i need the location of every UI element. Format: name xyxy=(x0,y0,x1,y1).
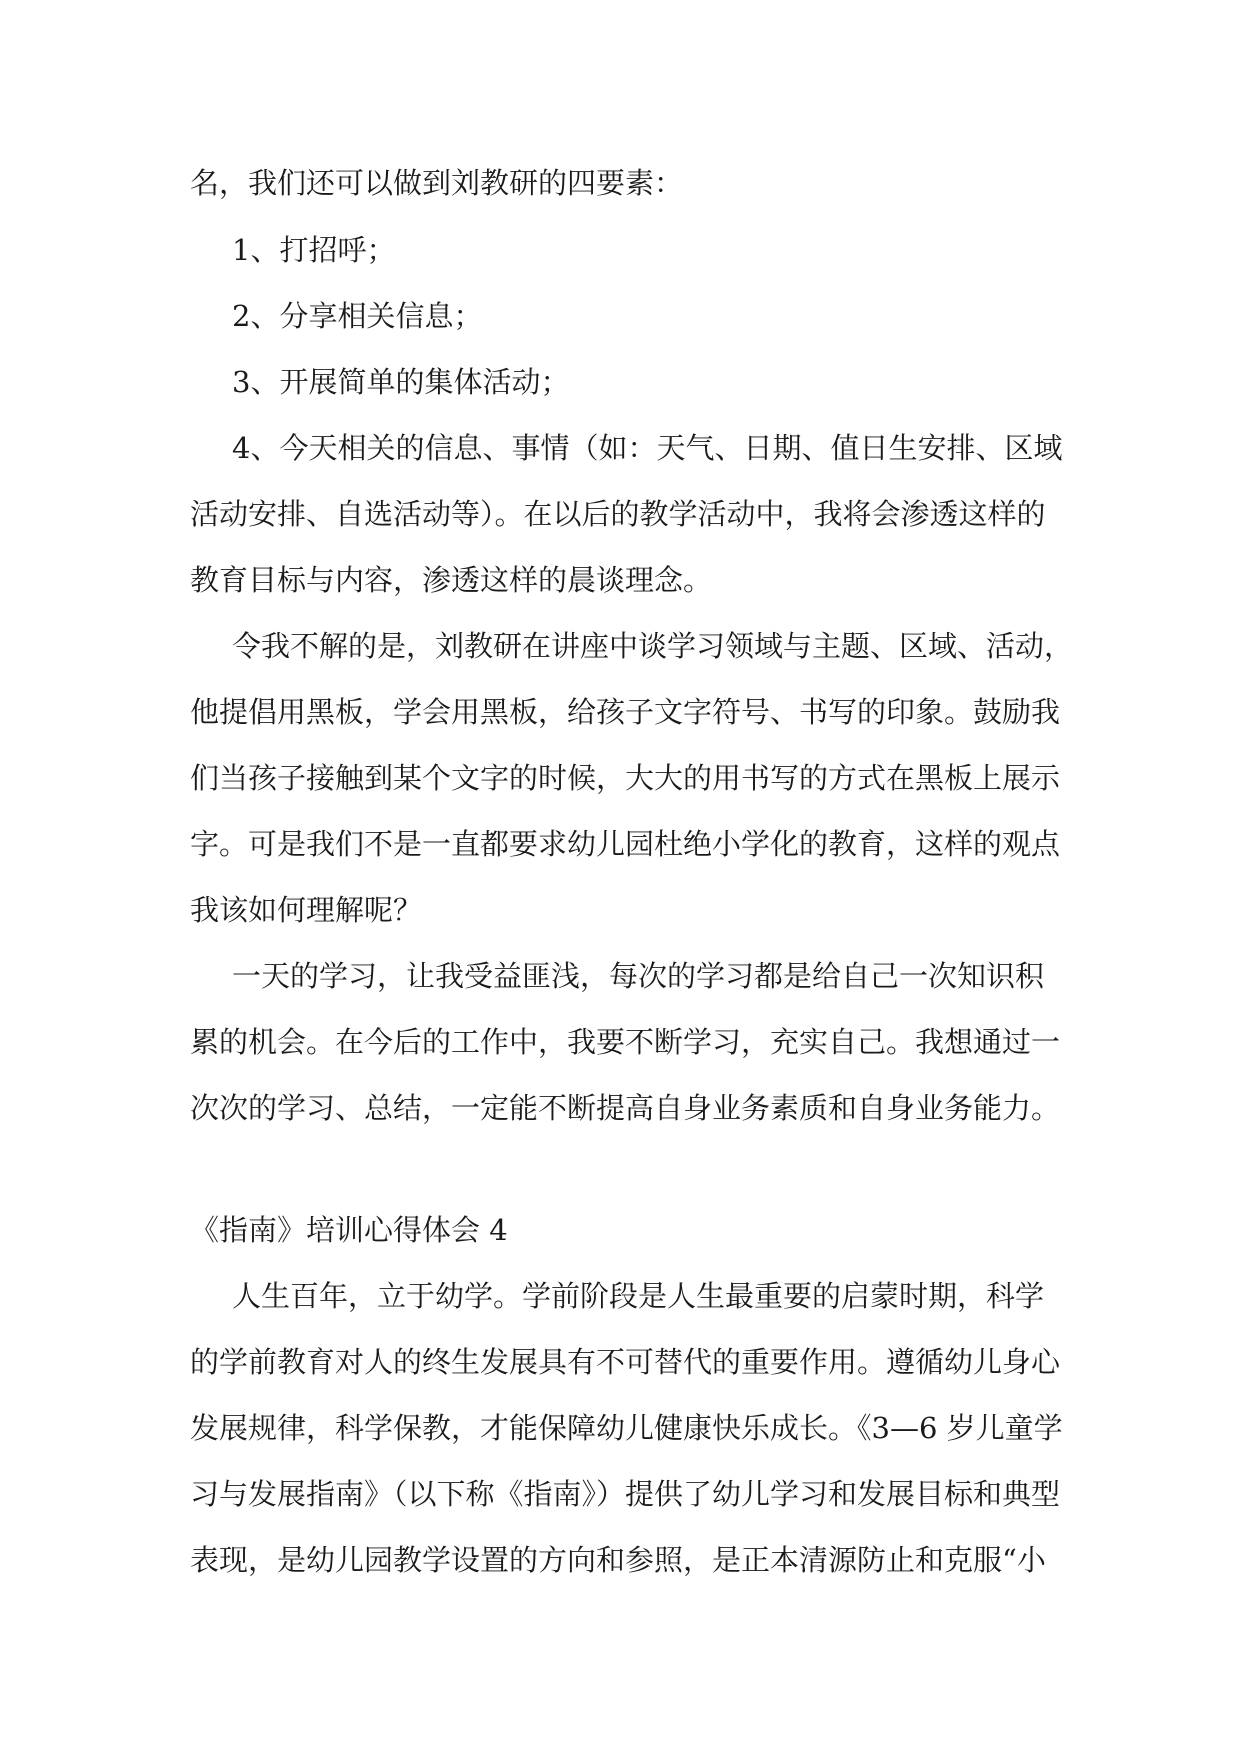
text-line: 名，我们还可以做到刘教研的四要素： xyxy=(190,166,684,200)
list-item: 1、打招呼； xyxy=(232,233,396,267)
list-item: 2、分享相关信息； xyxy=(232,299,483,333)
section-heading: 《指南》培训心得体会 4 xyxy=(190,1213,508,1247)
text-line: 累的机会。在今后的工作中，我要不断学习，充实自己。我想通过一 xyxy=(190,1025,1061,1059)
text-line: 他提倡用黑板，学会用黑板，给孩子文字符号、书写的印象。鼓励我 xyxy=(190,695,1061,729)
paragraph-start: 令我不解的是，刘教研在讲座中谈学习领域与主题、区域、活动， xyxy=(232,629,1074,663)
list-item: 4、今天相关的信息、事情（如：天气、日期、值日生安排、区域 xyxy=(232,431,1063,465)
text-line: 我该如何理解呢？ xyxy=(190,893,423,927)
text-line: 表现，是幼儿园教学设置的方向和参照，是正本清源防止和克服“小 xyxy=(190,1543,1046,1577)
text-line: 次次的学习、总结，一定能不断提高自身业务素质和自身业务能力。 xyxy=(190,1091,1061,1125)
text-line: 活动安排、自选活动等）。在以后的教学活动中，我将会渗透这样的 xyxy=(190,497,1046,531)
paragraph-start: 人生百年，立于幼学。学前阶段是人生最重要的启蒙时期，科学 xyxy=(232,1279,1045,1313)
text-line: 字。可是我们不是一直都要求幼儿园杜绝小学化的教育，这样的观点 xyxy=(190,827,1061,861)
paragraph-start: 一天的学习，让我受益匪浅，每次的学习都是给自己一次知识积 xyxy=(232,959,1045,993)
text-line: 们当孩子接触到某个文字的时候，大大的用书写的方式在黑板上展示 xyxy=(190,761,1061,795)
text-line: 习与发展指南》（以下称《指南》）提供了幼儿学习和发展目标和典型 xyxy=(190,1477,1061,1511)
list-item: 3、开展简单的集体活动； xyxy=(232,365,570,399)
text-line: 发展规律，科学保教，才能保障幼儿健康快乐成长。《3—6 岁儿童学 xyxy=(190,1411,1063,1445)
text-line: 的学前教育对人的终生发展具有不可替代的重要作用。遵循幼儿身心 xyxy=(190,1345,1061,1379)
text-line: 教育目标与内容，渗透这样的晨谈理念。 xyxy=(190,563,713,597)
